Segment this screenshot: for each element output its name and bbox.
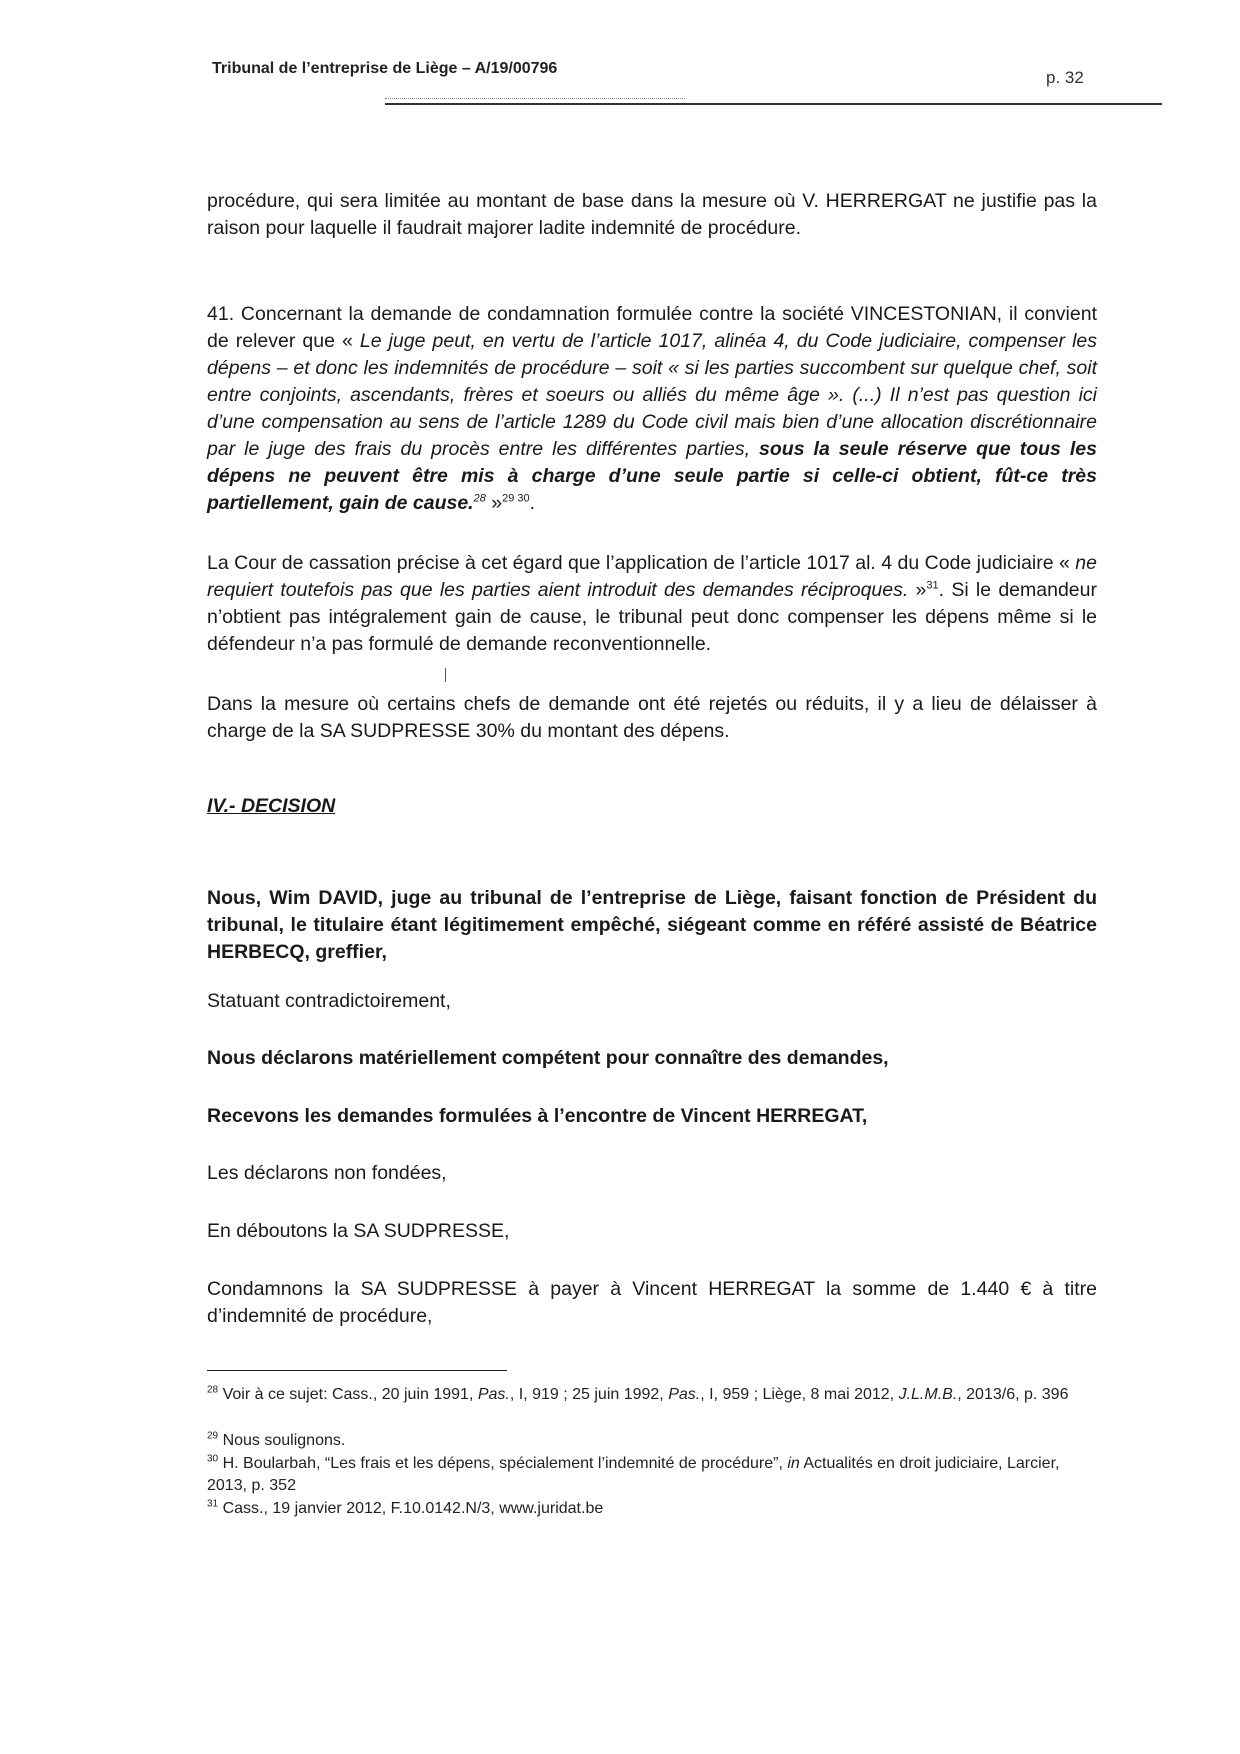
footnote-28: [207, 1384, 1097, 1406]
footnote-30-b: Actualités en droit judiciaire, Larcier, 2013, p. 352: [207, 1455, 1060, 1494]
paragraph-cassation: [207, 550, 1097, 658]
footnote-30-number: 30: [207, 1453, 219, 1465]
footnote-ref-31: 31: [926, 579, 939, 592]
para41-intro: 41. Concernant la demande de condamnation formulée contre la société VINCESTONIAN, il convient de relever que «: [207, 303, 1097, 352]
footnote-31: [207, 1498, 1097, 1520]
para41-quote-bold: sous la seule réserve que tous les dépens ne peuvent être mis à charge d’une seule partie si celle-ci obtient, fût-ce très partiellement, gain de cause.: [207, 438, 1097, 514]
para41-end: .: [529, 492, 536, 514]
footnote-28-pas1: Pas.: [477, 1386, 510, 1403]
cass-b: »: [908, 579, 927, 601]
header-rule-faint: [385, 98, 685, 99]
decision-condamnons: [207, 1276, 1097, 1330]
footnote-30-a: H. Boularbah, “Les frais et les dépens, spécialement l’indemnité de procédure”,: [222, 1455, 788, 1472]
decision-deboutons: [207, 1218, 1097, 1245]
paragraph-mesure-text: Dans la mesure où certains chefs de demande ont été rejetés ou réduits, il y a lieu de délaisser à charge de la SA SUDPRESSE 30% du montant des dépens.: [207, 693, 1097, 742]
paragraph-mesure: [207, 691, 1097, 745]
footnote-28-a: Voir à ce sujet: Cass., 20 juin 1991,: [222, 1386, 478, 1403]
decision-competent-text: Nous déclarons matériellement compétent pour connaître des demandes,: [207, 1047, 889, 1069]
paragraph-text: procédure, qui sera limitée au montant de base dans la mesure où V. HERRERGAT ne justifie pas la raison pour laquelle il faudrait majorer ladite indemnité de procédure.: [207, 190, 1097, 239]
footnote-28-b: , I, 919 ; 25 juin 1992,: [509, 1386, 669, 1403]
footnote-30: [207, 1453, 1097, 1497]
footnote-31-text: Cass., 19 janvier 2012, F.10.0142.N/3, www.juridat.be: [222, 1500, 604, 1517]
decision-statuant: [207, 988, 1097, 1015]
paragraph-41-text: [207, 301, 1097, 517]
header-rule: [385, 103, 1162, 105]
decision-condamnons-text: Condamnons la SA SUDPRESSE à payer à Vincent HERREGAT la somme de 1.440 € à titre d’indemnité de procédure,: [207, 1278, 1097, 1327]
footnote-31-number: 31: [207, 1498, 219, 1510]
decision-non-fondees-text: Les déclarons non fondées,: [207, 1162, 447, 1184]
footnote-29-text: Nous soulignons.: [222, 1432, 346, 1449]
decision-deboutons-text: En déboutons la SA SUDPRESSE,: [207, 1220, 510, 1242]
decision-nous-text: Nous, Wim DAVID, juge au tribunal de l’entreprise de Liège, faisant fonction de Président du tribunal, le titulaire étant légitimement empêché, siégeant comme en référé assisté de Béatrice HERBECQ, greffier,: [207, 887, 1097, 963]
stray-mark: [445, 668, 446, 682]
footnote-30-in: in: [787, 1455, 800, 1472]
footnote-28-number: 28: [207, 1384, 219, 1396]
paragraph-procedure: [207, 188, 1097, 242]
cass-c: . Si le demandeur n’obtient pas intégralement gain de cause, le tribunal peut donc compenser les dépens même si le défendeur n’a pas formulé de demande reconventionnelle.: [207, 579, 1097, 655]
decision-recevons: [207, 1103, 1097, 1130]
decision-non-fondees: [207, 1160, 1097, 1187]
para41-quote-italic: Le juge peut, en vertu de l’article 1017, alinéa 4, du Code judiciaire, compenser les dépens – et donc les indemnités de procédure – soit « si les parties succombent sur quelque chef, soit entre conjoints, ascendants, frères et soeurs ou alliés du même âge ». (...) Il n’est pas question ici d’une compensation au sens de l’article 1289 du Code civil mais bien d’une allocation discrétionnaire par le juge des frais du procès entre les différentes parties,: [207, 330, 1097, 460]
footnote-ref-28: 28: [473, 492, 486, 505]
header-title: Tribunal de l’entreprise de Liège – A/19/00796: [212, 60, 558, 77]
cass-a: La Cour de cassation précise à cet égard que l’application de l’article 1017 al. 4 du Code judiciaire «: [207, 552, 1076, 574]
paragraph-cassation-text: [207, 550, 1097, 658]
footnote-separator: [207, 1370, 507, 1371]
footnote-ref-29-30: 29 30: [502, 492, 530, 505]
footnote-28-pas2: Pas.: [668, 1386, 701, 1403]
decision-competent: [207, 1045, 1097, 1072]
decision-recevons-text: Recevons les demandes formulées à l’encontre de Vincent HERREGAT,: [207, 1105, 868, 1127]
decision-nous: [207, 885, 1097, 966]
decision-statuant-text: Statuant contradictoirement,: [207, 990, 451, 1012]
footnote-28-c: , I, 959 ; Liège, 8 mai 2012,: [700, 1386, 899, 1403]
footnote-29: [207, 1430, 1097, 1452]
paragraph-41: [207, 301, 1097, 517]
cass-quote: ne requiert toutefois pas que les parties aient introduit des demandes réciproques.: [207, 552, 1097, 601]
footnote-28-d: , 2013/6, p. 396: [957, 1386, 1069, 1403]
page-number: p. 32: [1046, 68, 1084, 87]
para41-close: »: [485, 492, 503, 514]
footnote-29-number: 29: [207, 1430, 219, 1442]
section-heading-decision: IV.- DECISION: [207, 795, 336, 817]
footnote-28-jlmb: J.L.M.B.: [898, 1386, 958, 1403]
